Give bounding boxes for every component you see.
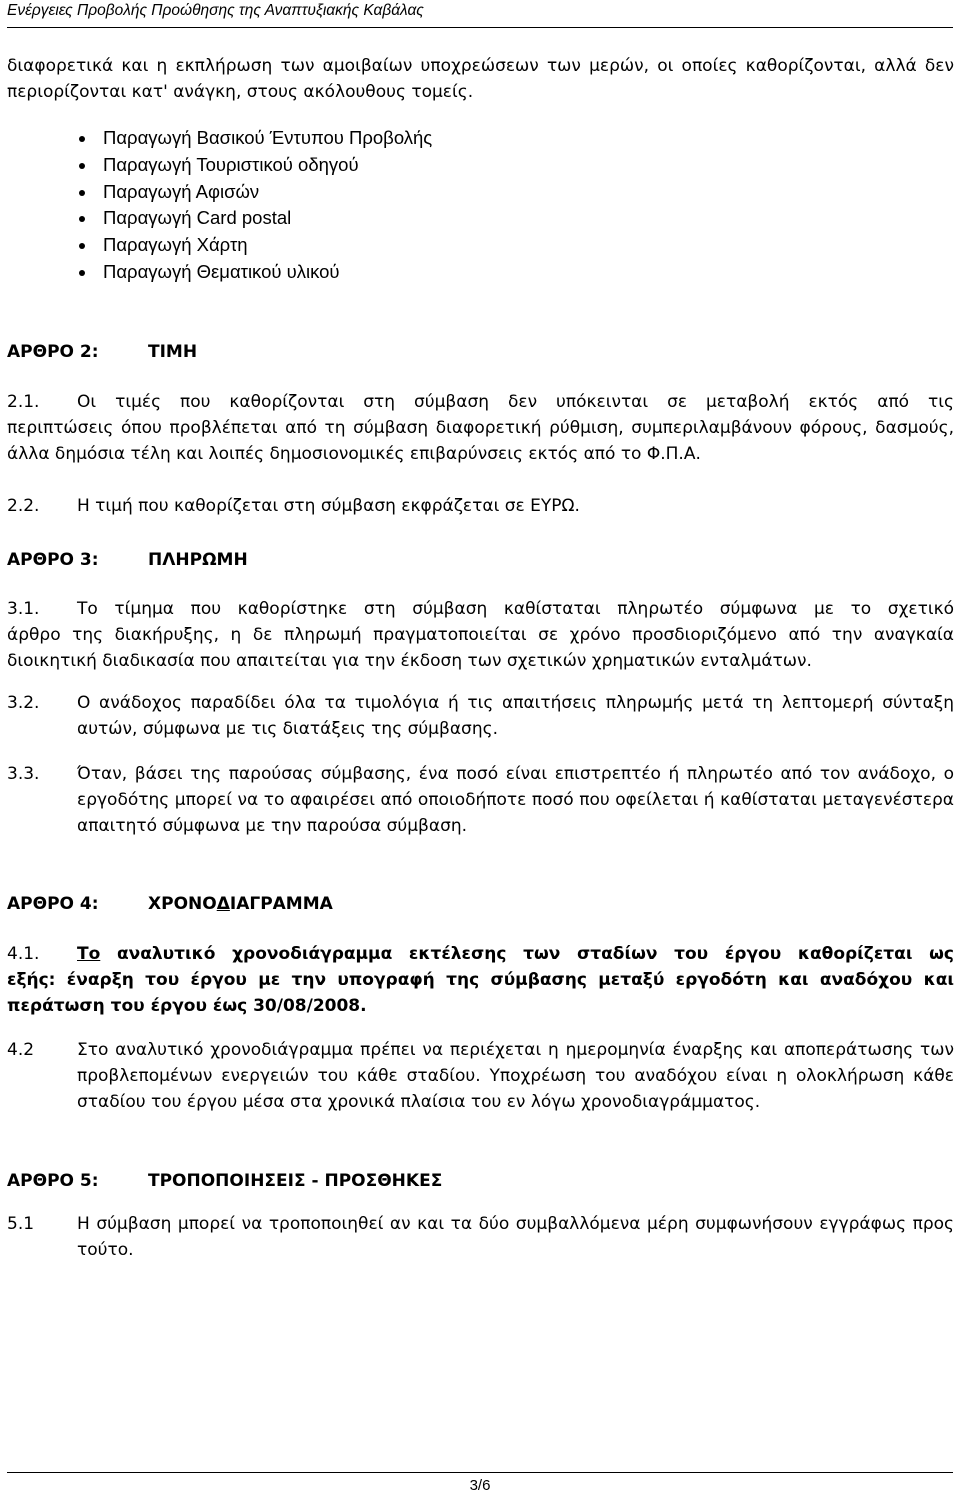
article-5-label: ΑΡΘΡΟ 5: (7, 1170, 99, 1191)
paragraph-2-2 (7, 493, 954, 519)
paragraph-first-line: Το τίμημα που καθορίστηκε στη σύμβαση καθίσταται πληρωτέο σύμφωνα με το σχετικό (77, 598, 954, 619)
paragraph-text: Όταν, βάσει της παρούσας σύμβασης, ένα ποσό είναι επιστρεπτέο ή πληρωτέο από τον ανάδοχο, ο εργοδότης μπορεί να το αφαιρέσει από οποιοδήποτε ποσό που οφείλεται ή καθίσταται μεταγενέστερα απαιτητό σύμφωνα με την παρούσα σύμβαση. (77, 763, 954, 836)
paragraph-number: 2.2. (7, 495, 40, 516)
paragraph-number: 2.1. (7, 391, 40, 412)
page-content (7, 53, 954, 1263)
paragraph-number: 5.1 (7, 1213, 35, 1234)
paragraph-first-line: Οι τιμές που καθορίζονται στη σύμβαση δεν υπόκεινται σε μεταβολή εκτός από τις (77, 391, 954, 412)
paragraph-first-line: Το αναλυτικό χρονοδιάγραμμα εκτέλεσης των σταδίων του έργου καθορίζεται ως (77, 943, 954, 964)
paragraph-rest: άρθρο της διακήρυξης, η δε πληρωμή πραγματοποιείται σε χρόνο προσδιοριζόμενο από την αναγκαία διοικητική διαδικασία που απαιτείται για την έκδοση των σχετικών χρηματικών ενταλμάτων. (7, 624, 954, 671)
paragraph-4-1 (7, 941, 954, 1019)
article-2-title: ΤΙΜΗ (148, 341, 198, 362)
article-5-heading (7, 1168, 954, 1194)
bullet-icon (79, 216, 85, 222)
paragraph-number: 3.2. (7, 692, 40, 713)
paragraph-number: 4.2 (7, 1039, 35, 1060)
list-item: Παραγωγή Card postal (103, 205, 954, 232)
paragraph-3-1 (7, 596, 954, 674)
paragraph-number: 3.3. (7, 763, 40, 784)
bullet-icon (79, 190, 85, 196)
footer-divider (7, 1472, 953, 1473)
paragraph-text: Ο ανάδοχος παραδίδει όλα τα τιμολόγια ή τις απαιτήσεις πληρωμής μετά τη λεπτομερή σύνταξη αυτών, σύμφωνα με τις διατάξεις της σύμβασης. (77, 692, 954, 739)
paragraph-text: Η σύμβαση μπορεί να τροποποιηθεί αν και τα δύο συμβαλλόμενα μέρη συμφωνήσουν εγγράφως προς τούτο. (77, 1213, 954, 1260)
paragraph-rest: περιπτώσεις όπου προβλέπεται από τη σύμβαση διαφορετική ρύθμιση, συμπεριλαμβάνουν φόρους, δασμούς, άλλα δημόσια τέλη και λοιπές δημοσιονομικές επιβαρύνσεις εκτός από το Φ.Π.Α. (7, 417, 954, 464)
paragraph-number: 4.1. (7, 943, 40, 964)
paragraph-2-1 (7, 389, 954, 467)
bullet-icon (79, 270, 85, 276)
intro-paragraph: διαφορετικά και η εκπλήρωση των αμοιβαίων υποχρεώσεων των μερών, οι οποίες καθορίζονται, αλλά δεν περιορίζονται κατ' ανάγκη, στους ακόλουθους τομείς. (7, 56, 954, 102)
article-3-title: ΠΛΗΡΩΜΗ (148, 549, 248, 570)
article-4-heading (7, 891, 954, 917)
article-3-label: ΑΡΘΡΟ 3: (7, 549, 99, 570)
list-item: Παραγωγή Θεματικού υλικού (103, 259, 954, 286)
list-item: Παραγωγή Αφισών (103, 179, 954, 206)
article-2-label: ΑΡΘΡΟ 2: (7, 341, 99, 362)
bullet-icon (79, 136, 85, 142)
paragraph-rest: εξής: έναρξη του έργου με την υπογραφή της σύμβασης μεταξύ εργοδότη και αναδόχου και περάτωση του έργου έως 30/08/2008. (7, 969, 954, 1016)
article-4-label: ΑΡΘΡΟ 4: (7, 893, 99, 914)
paragraph-text: Στο αναλυτικό χρονοδιάγραμμα πρέπει να περιέχεται η ημερομηνία έναρξης και αποπεράτωσης των προβλεπομένων ενεργειών του κάθε σταδίου. Υποχρέωση του αναδόχου είναι η ολοκλήρωση κάθε σταδίου του έργου μέσα στα χρονικά πλαίσια του εν λόγω χρονοδιαγράμματος. (77, 1039, 954, 1112)
paragraph-4-2 (7, 1037, 954, 1115)
article-5-title: ΤΡΟΠΟΠΟΙΗΣΕΙΣ - ΠΡΟΣΘΗΚΕΣ (148, 1170, 443, 1191)
paragraph-text: Η τιμή που καθορίζεται στη σύμβαση εκφράζεται σε ΕΥΡΩ. (77, 495, 580, 516)
page-number: 3/6 (469, 1477, 491, 1494)
paragraph-number: 3.1. (7, 598, 40, 619)
bullet-icon (79, 243, 85, 249)
article-4-title: ΧΡΟΝΟΔΙΑΓΡΑΜΜΑ (148, 893, 333, 914)
list-item: Παραγωγή Βασικού Έντυπου Προβολής (103, 125, 954, 152)
sectors-list (7, 125, 954, 286)
paragraph-3-3 (7, 761, 954, 839)
paragraph-3-2 (7, 690, 954, 742)
list-item: Παραγωγή Τουριστικού οδηγού (103, 152, 954, 179)
running-header: Ενέργειες Προβολής Προώθησης της Αναπτυξιακής Καβάλας (7, 0, 953, 28)
bullet-icon (79, 163, 85, 169)
article-2-heading (7, 339, 954, 365)
paragraph-5-1 (7, 1211, 954, 1263)
article-3-heading (7, 547, 954, 573)
list-item: Παραγωγή Χάρτη (103, 232, 954, 259)
